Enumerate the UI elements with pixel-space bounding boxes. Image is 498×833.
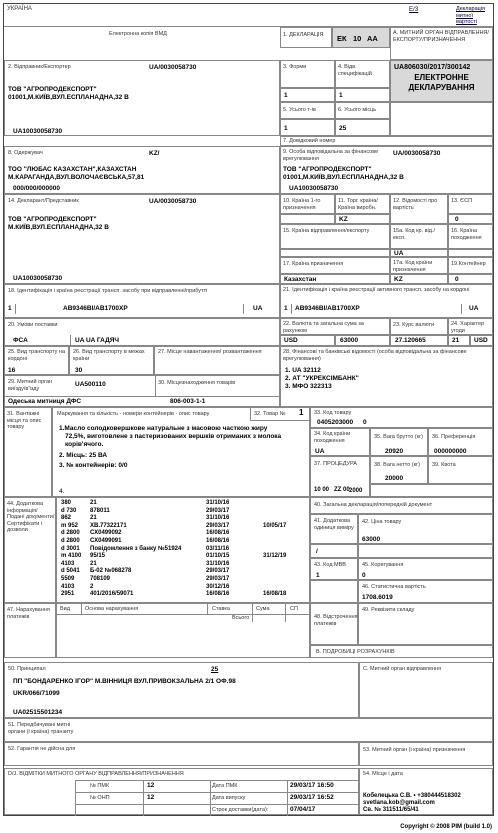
e-link[interactable]: Е/З	[409, 7, 419, 13]
box-13-value-text: 0	[455, 216, 459, 223]
box-17a	[390, 257, 448, 274]
box-44-cell: 10/05/17	[263, 522, 287, 529]
box-3-value2: 1	[339, 92, 343, 99]
box-31-desc1: 1.Масло солодковершкове натуральне з масовою часткою жиру	[59, 425, 268, 432]
box-d-date-issue-label: Дата випуску	[212, 795, 246, 801]
box-32	[250, 407, 310, 421]
box-14-label: 14. Декларант/Представник	[8, 198, 79, 204]
box-1-code3: АА	[367, 34, 378, 43]
box-35-value: 20920	[385, 448, 404, 455]
country-label: УКРАЇНА	[7, 6, 32, 12]
box-44-cell: m 952	[61, 522, 79, 529]
box-39-label: 39. Квота	[432, 462, 456, 468]
box-25	[4, 346, 69, 375]
box-42-label: 42. Ціна товару	[362, 519, 402, 525]
box-d-date-issue: 29/03/17 16:52	[290, 794, 334, 801]
electronic-copy-label: Електронна копія ВМД	[109, 31, 167, 37]
box-47-label-cell	[4, 603, 56, 658]
box-d-onp-label: № ОНП	[90, 795, 110, 801]
box-1-code1: ЕК	[337, 34, 347, 43]
box-29	[4, 375, 280, 407]
box-54	[359, 768, 493, 815]
box-a-line3: ДЕКЛАРУВАННЯ	[408, 83, 475, 92]
box-16-value	[448, 249, 493, 257]
box-44-cell: 29/03/17	[206, 576, 230, 582]
box-37-value1: 10 00	[314, 487, 330, 493]
box-14-name: ТОВ "АГРОПРОДЕКСПОРТ"	[8, 216, 97, 223]
box-18-label: 18. Ідентифікація і країна реєстрації трансп. засобу при відправленні/прибутті	[8, 288, 208, 294]
box-21-country: UA	[469, 305, 479, 312]
box-31-sublabel: Маркування та кількість - номери контейнерів - опис товару	[57, 411, 210, 417]
box-d-date-pmk: 29/03/17 16:50	[290, 782, 334, 789]
box-9-name: ТОВ "АГРОПРОДЕКСПОРТ"	[283, 166, 372, 173]
box-41-value	[310, 544, 358, 558]
box-a	[390, 27, 493, 60]
declarant-copy-link[interactable]: Декларація митної вартості	[456, 6, 485, 25]
box-44-cell: СХ0499091	[90, 538, 122, 544]
box-47-header-sum: Сума	[256, 606, 270, 612]
box-15a-label: 15а. Код кр. від./ експ.	[393, 228, 436, 241]
box-27-label: 27. Місце навантаження/ розвантаження	[158, 349, 262, 355]
box-46-label: 46. Статистична вартість	[362, 584, 426, 590]
box-36-label: 36. Преференція	[432, 434, 476, 440]
box-2-sender	[4, 60, 280, 136]
box-44-cell: 31/10/16	[206, 500, 230, 506]
box-44-cell: 5509	[61, 576, 75, 582]
box-d-delivery: 07/04/17	[290, 806, 316, 813]
box-9-label: 9. Особа відповідальна за фінансове врегулювання	[283, 149, 379, 162]
box-30-label: 30. Місцезнаходження товарів	[158, 380, 236, 386]
box-44-cell: 4103	[61, 583, 75, 590]
box-d-pmk-label: № ПМК	[90, 783, 110, 789]
box-40-label: 40. Загальна декларація/попередній документ	[314, 502, 433, 508]
box-37-value3: 2000	[349, 488, 363, 494]
box-15	[280, 224, 390, 249]
box-16	[448, 224, 493, 249]
box-47-header-rate: Ставка	[212, 606, 230, 612]
box-4-label: 4. Відв. специфікацій	[338, 64, 372, 77]
box-22-currency	[280, 335, 335, 346]
box-42-value: 63000	[362, 536, 381, 543]
box-23-value	[390, 335, 448, 346]
box-53-label: 53. Митний орган (і країна) призначення	[363, 747, 466, 753]
box-44-cell: 16/08/16	[206, 591, 230, 598]
box-13-label: 13. ЄСП	[451, 198, 473, 204]
box-24-value1	[448, 335, 470, 346]
box-5-value-text: 1	[284, 125, 288, 132]
box-18-country: UA	[253, 305, 263, 312]
box-d-pmk: 12	[147, 782, 155, 789]
box-23-label: 23. Курс валюти	[393, 322, 435, 328]
box-17	[280, 257, 390, 274]
box-28	[280, 346, 493, 407]
box-13-value	[448, 214, 493, 224]
box-44-label-cell	[4, 497, 56, 603]
box-10-label: 10. Країна 1-го призначення	[283, 198, 321, 211]
box-41	[310, 514, 358, 544]
box-17-label: 17. Країна призначення	[283, 261, 344, 267]
box-11-label: 11. Торг. країна/Країна виробн.	[338, 198, 378, 211]
box-11-value-text: KZ	[339, 216, 348, 223]
box-44-cell: ХВ.77322171	[90, 522, 127, 529]
box-d-date-pmk-label: Дата ПМК	[212, 783, 238, 789]
box-38-label: 38. Вага нетто (кг)	[374, 462, 420, 468]
box-43-value: 1	[316, 572, 320, 579]
box-44-cell: 380	[61, 500, 72, 506]
box-7-label: 7. Довідковий номер	[283, 138, 336, 144]
box-44-cell: 29/03/17	[206, 507, 230, 514]
box-28-line2: 2. АТ "УКРЕКСІМБАНК"	[285, 375, 359, 382]
box-18-count: 1	[8, 305, 12, 312]
box-8-address: М.КАРАГАНДА,ВУЛ.ВОЛОЧАЄВСЬКА,57,81	[8, 174, 145, 181]
box-38	[370, 456, 428, 484]
box-b	[310, 645, 493, 658]
box-44-cell: d 2800	[61, 538, 80, 544]
box-32-value: 1	[299, 408, 304, 417]
box-11-value	[335, 214, 390, 224]
box-50-code: UKR/066/71099	[13, 690, 60, 697]
box-53	[359, 742, 493, 766]
box-26	[69, 346, 154, 375]
box-a-blank	[390, 102, 493, 136]
box-44-cell: 2951	[61, 591, 75, 598]
box-21	[280, 284, 493, 318]
box-4	[335, 60, 390, 88]
box-51-label: 51. Передбачувані митні органи (і країна) транзиту	[8, 722, 74, 735]
box-47-header-sp: СП	[290, 606, 298, 612]
box-12-label: 12. Відомості про вартість	[393, 198, 438, 211]
box-5-label: 5. Усього т-ів	[283, 107, 316, 113]
box-14-address: М.КИЇВ,ВУЛ.ЕСПЛАНАДНА,32 В	[8, 224, 109, 231]
box-2-address: 01001,М.КИЇВ,ВУЛ.ЕСПЛАНАДНА,32 В	[8, 94, 129, 101]
box-39	[428, 456, 493, 484]
box-20-label: 20. Умови поставки	[8, 322, 58, 328]
box-1	[280, 27, 332, 48]
box-19-value	[448, 274, 493, 284]
box-17-value	[280, 274, 390, 284]
box-44-cell: 31/10/16	[206, 515, 230, 522]
box-9-address: 01001,М.КИЇВ,ВУЛ.ЕСПЛАНАДНА,32 В	[283, 174, 404, 181]
box-44-cell: 21	[90, 515, 97, 522]
box-2-label: 2. Відправник/Експортер	[8, 64, 71, 70]
box-28-label: 28. Фінансові та банківські відомості (особа відповідальна за фінансове врегулювання)	[283, 349, 467, 362]
box-14-edrpou: UA10030058730	[13, 275, 63, 282]
box-20-incoterm: ФСА	[13, 337, 28, 344]
box-44-cell: 4103	[61, 560, 75, 567]
box-20-place: UA UA ГАДЯЧ	[75, 337, 119, 344]
box-44-cell: Б-02 №068278	[90, 568, 132, 575]
box-15a	[390, 224, 448, 249]
box-44-cell: 30/12/16	[206, 583, 230, 590]
box-50-value: 25	[211, 666, 219, 673]
box-24-value2	[470, 335, 493, 346]
box-44-cell: 29/03/17	[206, 568, 230, 575]
box-46-spacer	[310, 580, 358, 603]
box-15a-value-text: UA	[394, 250, 404, 257]
box-24-value1-text: 21	[452, 337, 460, 344]
box-44-cell: 21	[90, 560, 97, 567]
box-14-declarant	[4, 194, 280, 284]
box-44-cell: 401/2016/59071	[90, 591, 134, 598]
box-44-cell: 21	[90, 500, 97, 506]
box-47-total-label: Всього	[232, 615, 250, 621]
box-8-name: ТОО "ЛЮБАС КАЗАХСТАН",КАЗАХСТАН	[8, 166, 137, 173]
box-28-line1: 1. UA 32112	[285, 367, 321, 374]
box-25-label: 25. Вид транспорту на кордоні	[8, 349, 66, 362]
box-3	[280, 60, 335, 88]
box-22-currency-text: USD	[284, 337, 298, 344]
box-15-value	[280, 249, 390, 257]
box-5-value	[280, 119, 335, 136]
box-17-value-text: Казахстан	[284, 276, 317, 283]
box-41-label: 41. Додаткова одиниця виміру	[314, 518, 354, 531]
box-25-value: 16	[8, 367, 16, 374]
box-8-id: 000/000/000000	[13, 185, 60, 192]
box-47-header-base: Основа нарахування	[85, 606, 139, 612]
box-50-label: 50. Принципал	[8, 666, 46, 672]
box-31-containers: 3. № контейнерів: 0/0	[59, 462, 128, 469]
box-7	[280, 136, 493, 146]
box-36	[428, 428, 493, 456]
box-15-label: 15. Країна відправлення/експорту	[283, 228, 370, 234]
box-6-value-text: 25	[339, 125, 347, 132]
box-22-label: 22. Валюта та загальна сума за рахунком	[283, 321, 364, 334]
box-44-cell: 16/08/16	[206, 530, 230, 537]
box-31-label-cell	[4, 407, 52, 497]
box-c	[359, 662, 493, 718]
box-29-name: Одеська митниця ДФС	[8, 398, 82, 405]
box-6-value	[335, 119, 390, 136]
box-44-cell: 708109	[90, 576, 111, 582]
box-2-edrpou: UA10030058730	[13, 128, 63, 135]
box-44-cell: 862	[61, 515, 72, 522]
box-a-line2: ЕЛЕКТРОННЕ	[414, 73, 469, 82]
box-44-label: 44. Додаткова інформація/ Подані документи/ Сертифікати і дозволи	[7, 501, 55, 533]
box-44-cell: 16/08/18	[263, 591, 287, 598]
box-33-value1: 0405203000	[317, 419, 354, 426]
box-33-label: 33. Код товару	[314, 410, 352, 416]
box-8-label: 8. Одержувач	[8, 150, 43, 156]
box-51	[4, 718, 493, 742]
box-18-number: AB9346BI/AB1700XP	[63, 305, 128, 312]
box-32-label: 32. Товар №	[254, 411, 286, 417]
box-44-cell: СХ0499092	[90, 530, 122, 537]
box-44-cell: m 4100	[61, 553, 82, 560]
box-50-name: ПП "БОНДАРЕНКО ІГОР" М.ВІННИЦЯ ВУЛ.ПРИВОКЗАЛЬНА 2/1 ОФ.98	[13, 678, 236, 685]
box-44-cell: d 730	[61, 507, 77, 514]
box-8-code: KZ/	[149, 150, 160, 157]
box-12	[390, 194, 448, 224]
box-35-label: 35. Вага брутто (кг)	[374, 434, 423, 440]
box-44-cell: d 2800	[61, 530, 80, 537]
box-b-label: В. ПОДРОБИЦІ РОЗРАХУНКІВ	[316, 649, 395, 655]
box-44-cell: Повідомлення з банку №51924	[90, 545, 182, 552]
box-30-value: 806-003-1-1	[170, 398, 206, 405]
box-31-n4: 4.	[59, 488, 65, 495]
box-14-code: UA/0030058730	[149, 198, 197, 205]
box-44-cell: 01/10/15	[206, 553, 230, 560]
box-5	[280, 102, 335, 119]
box-8-recipient	[4, 146, 280, 194]
box-18	[4, 284, 280, 318]
box-43-label: 43. Код МВВ	[314, 562, 346, 568]
box-a-number: UA806030/2017/300142	[394, 64, 471, 71]
box-22-amount	[335, 335, 390, 346]
box-24-label: 24. Характер угоди	[451, 321, 485, 334]
box-31-label: 31. Вантажні місця та опис товару	[7, 411, 42, 430]
box-34-label: 34. Код країни походження	[314, 431, 351, 444]
box-1-code2: 10	[353, 34, 362, 43]
box-33	[310, 407, 493, 428]
box-16-label: 16. Країна походження	[451, 228, 482, 241]
box-21-count: 1	[284, 305, 288, 312]
box-31-desc2: 72,5%, виготовлене з пастеризованих вершків отриманих з молока	[65, 433, 282, 440]
box-28-line3: 3. МФО 322313	[285, 383, 332, 390]
customs-declaration-form	[3, 3, 494, 816]
box-36-value: 000000000	[434, 448, 467, 455]
box-10	[280, 194, 335, 214]
box-a-label: А. МИТНИЙ ОРГАН ВІДПРАВЛЕННЯ/ЕКСПОРТУ/ПРИЗНАЧЕННЯ	[393, 30, 489, 43]
box-48-label: 48. Відстрочення платежів	[314, 614, 358, 627]
box-44-cell: 31/10/16	[206, 560, 230, 567]
box-34-value: UA	[315, 448, 325, 455]
box-9-code: UA/0030058730	[393, 150, 441, 157]
box-54-label: 54. Місце і дата	[363, 771, 403, 777]
box-3-value	[280, 88, 335, 102]
box-19	[448, 257, 493, 274]
box-24	[448, 318, 493, 335]
box-44-cell: d 3001	[61, 545, 80, 552]
box-22-amount-text: 63000	[340, 337, 359, 344]
box-19-value-text: 0	[455, 276, 459, 283]
box-46	[358, 580, 493, 603]
box-24-value2-text: USD	[474, 337, 488, 344]
box-23-value-text: 27.120665	[395, 337, 426, 344]
box-26-value: 30	[75, 367, 83, 374]
box-41-value-text: /	[316, 548, 318, 555]
copyright-footer: Copyright © 2008 PIM (build 1.0)	[400, 824, 492, 830]
box-44-cell: 2	[90, 583, 94, 590]
box-9-financial	[280, 146, 493, 194]
box-47-header-kind: Вид	[60, 606, 70, 612]
box-2-code: UA/0030058730	[149, 64, 197, 71]
box-47-table	[56, 603, 310, 658]
box-37-value2: ZZ 00	[334, 487, 350, 493]
box-19-label: 19.Контейнер	[451, 261, 486, 267]
box-44-cell: 878011	[90, 507, 110, 514]
box-44-cell: d 5041	[61, 568, 80, 575]
box-3-label: 3. Форми	[283, 64, 307, 70]
box-31-desc3: корів'ячого.	[65, 441, 104, 448]
box-26-label: 26. Вид транспорту в межах країни	[73, 349, 145, 362]
box-45-value: 0	[362, 572, 366, 579]
box-37-extra	[349, 484, 493, 497]
box-1-codes	[332, 27, 390, 48]
box-a-value	[390, 60, 493, 102]
box-c-label: С. Митний орган відправлення	[363, 666, 442, 672]
box-21-number: AB9346BI/AB1700XP	[295, 305, 360, 312]
box-17a-value-text: KZ	[394, 276, 403, 283]
box-42-spacer	[358, 544, 493, 558]
box-49-label: 49. Реквізити складу	[362, 607, 415, 613]
box-20	[4, 318, 280, 346]
box-6	[335, 102, 390, 119]
box-44-documents	[56, 497, 310, 603]
box-33-value2: 0	[363, 419, 367, 426]
box-42	[358, 514, 493, 544]
box-54-cert: Св. № 311511/65/41	[363, 807, 419, 813]
box-49	[358, 603, 493, 645]
box-d	[4, 768, 359, 815]
box-44-cell: 95/15	[90, 553, 106, 560]
box-17a-value	[390, 274, 448, 284]
box-31-place: 2. Місць: 25 ВА	[59, 452, 108, 459]
box-45	[358, 558, 493, 580]
box-54-name: Кобелецька С.В. • +380444518302	[363, 793, 461, 799]
box-29-code: UA500110	[75, 381, 106, 388]
box-2-name: ТОВ "АГРОПРОДЕКСПОРТ"	[8, 86, 97, 93]
box-4-value	[335, 88, 390, 102]
box-44-cell: 03/11/16	[206, 545, 230, 552]
box-48	[310, 603, 358, 645]
box-3-value1: 1	[284, 92, 288, 99]
box-52-label: 52. Гарантія не дійсна для	[8, 746, 76, 752]
box-13	[448, 194, 493, 214]
box-21-label: 21. Ідентифікація і країна реєстрації активного трансп. засобу на кордоні	[283, 287, 470, 293]
box-37-label: 37. ПРОЦЕДУРА	[314, 461, 357, 467]
box-11	[335, 194, 390, 214]
box-44-cell: 31/12/19	[263, 553, 287, 560]
box-d-label: D/J. ВІДМІТКИ МИТНОГО ОРГАНУ ВІДПРАВЛЕННЯ/ПРИЗНАЧЕННЯ	[8, 771, 184, 777]
box-23	[390, 318, 448, 335]
box-d-onp: 12	[147, 794, 155, 801]
box-17a-label: 17а. Код країни призначення	[393, 260, 433, 273]
box-54-email: svetlana.kob@gmail.com	[363, 800, 435, 806]
box-44-cell: 29/03/17	[206, 522, 230, 529]
box-6-label: 6. Усього місць	[338, 107, 377, 113]
box-50	[4, 662, 359, 718]
box-44-cell: 16/08/16	[206, 538, 230, 544]
box-47-label: 47. Нарахування платежів	[7, 607, 50, 620]
box-9-edrpou: UA10030058730	[289, 185, 339, 192]
box-d-delivery-label: Строк доставки(дата):	[212, 807, 269, 813]
box-46-value: 1708.6019	[362, 594, 393, 601]
box-34	[310, 428, 370, 456]
box-22	[280, 318, 390, 335]
box-52	[4, 742, 359, 766]
box-10-value	[280, 214, 335, 224]
box-38-value: 20000	[385, 475, 404, 482]
box-1-label: 1. ДЕКЛАРАЦІЯ	[283, 32, 324, 38]
box-29-label: 29. Митний орган виїзду/в'їзду	[8, 379, 53, 392]
box-15a-value	[390, 249, 448, 257]
box-35	[370, 428, 428, 456]
box-45-label: 45. Коригування	[362, 562, 404, 568]
box-40	[310, 497, 493, 514]
box-27	[154, 346, 280, 375]
box-50-edrpou: UA02515501234	[13, 709, 63, 716]
box-43	[310, 558, 358, 580]
